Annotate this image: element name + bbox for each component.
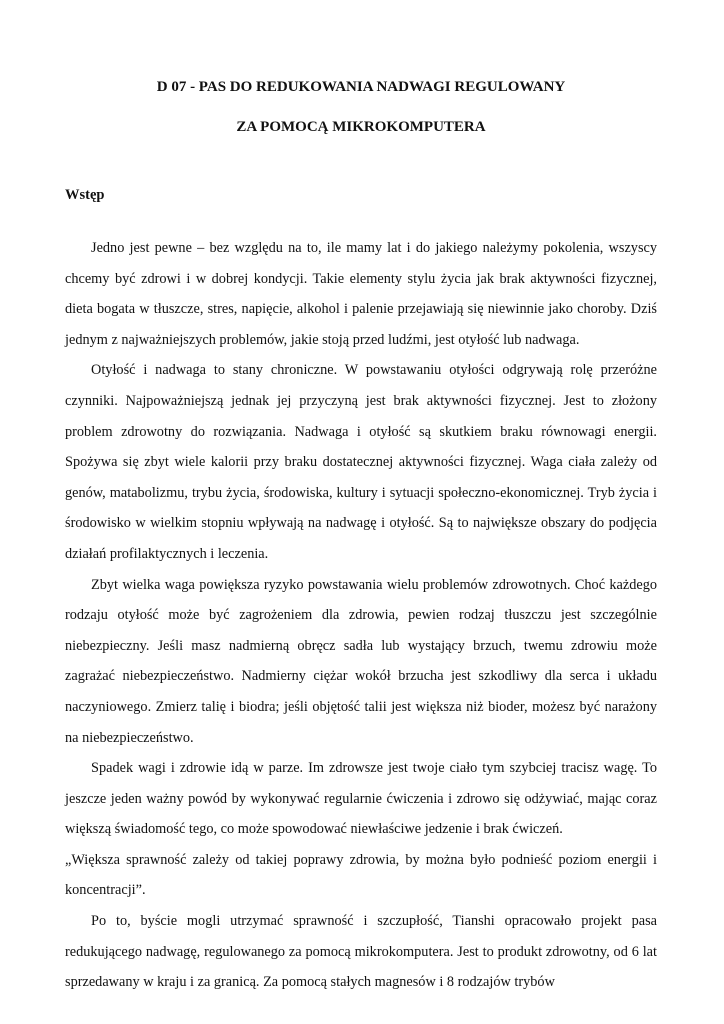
paragraph: Jedno jest pewne – bez względu na to, ile mamy lat i do jakiego należymy pokolenia, wszyscy chcemy być zdrowi i w dobrej kondycji. Takie elementy stylu życia jak brak aktywności fizycznej, dieta bogata w tłuszcze, stres, napięcie, alkohol i palenie przejawiają się niewinnie jako choroby. Dziś jednym z najważniejszych problemów, jakie stoją przed ludźmi, jest otyłość lub nadwaga. <box>65 240 657 348</box>
paragraph: Zbyt wielka waga powiększa ryzyko powstawania wielu problemów zdrowotnych. Choć każdego rodzaju otyłość może być zagrożeniem dla zdrowia, pewien rodzaj tłuszczu jest szczególnie niebezpieczny. Jeśli masz nadmierną obręcz sadła lub wystający brzuch, twemu zdrowiu może zagrażać niebezpieczeństwo. Nadmierny ciężar wokół brzucha jest szkodliwy dla serca i układu naczyniowego. Zmierz talię i biodra; jeśli objętość talii jest większa niż bioder, możesz być narażony na niebezpieczeństwo. <box>65 576 657 746</box>
quote-paragraph: „Większa sprawność zależy od takiej poprawy zdrowia, by można było podnieść poziom energii i koncentracji”. <box>65 851 657 899</box>
document-title-line-2: ZA POMOCĄ MIKROKOMPUTERA <box>236 119 486 135</box>
section-heading: Wstęp <box>65 187 105 203</box>
document-title-line-1: D 07 - PAS DO REDUKOWANIA NADWAGI REGULOWANY <box>156 79 566 95</box>
paragraph: Po to, byście mogli utrzymać sprawność i szczupłość, Tianshi opracowało projekt pasa redukującego nadwagę, regulowanego za pomocą mikrokomputera. Jest to produkt zdrowotny, od 6 lat sprzedawany w kraju i za granicą. Za pomocą stałych magnesów i 8 rodzajów trybów <box>65 913 657 991</box>
paragraph: Otyłość i nadwaga to stany chroniczne. W powstawaniu otyłości odgrywają rolę przeróżne czynniki. Najpoważniejszą jednak jej przyczyną jest brak aktywności fizycznej. Jest to złożony problem zdrowotny do rozwiązania. Nadwaga i otyłość są skutkiem braku równowagi energii. Spożywa się zbyt wiele kalorii przy braku dostatecznej aktywności fizycznej. Waga ciała zależy od genów, matabolizmu, trybu życia, środowiska, kultury i sytuacji społeczno-ekonomicznej. Tryb życia i środowisko w wielkim stopniu wpływają na nadwagę i otyłość. Są to największe obszary do podjęcia działań profilaktycznych i leczenia. <box>65 362 657 562</box>
document-body <box>65 233 657 998</box>
paragraph: Spadek wagi i zdrowie idą w parze. Im zdrowsze jest twoje ciało tym szybciej tracisz wagę. To jeszcze jeden ważny powód by wykonywać regularnie ćwiczenia i zdrowo się odżywiać, mając coraz większą świadomość tego, co może spowodować niewłaściwe jedzenie i brak ćwiczeń. <box>65 760 657 838</box>
